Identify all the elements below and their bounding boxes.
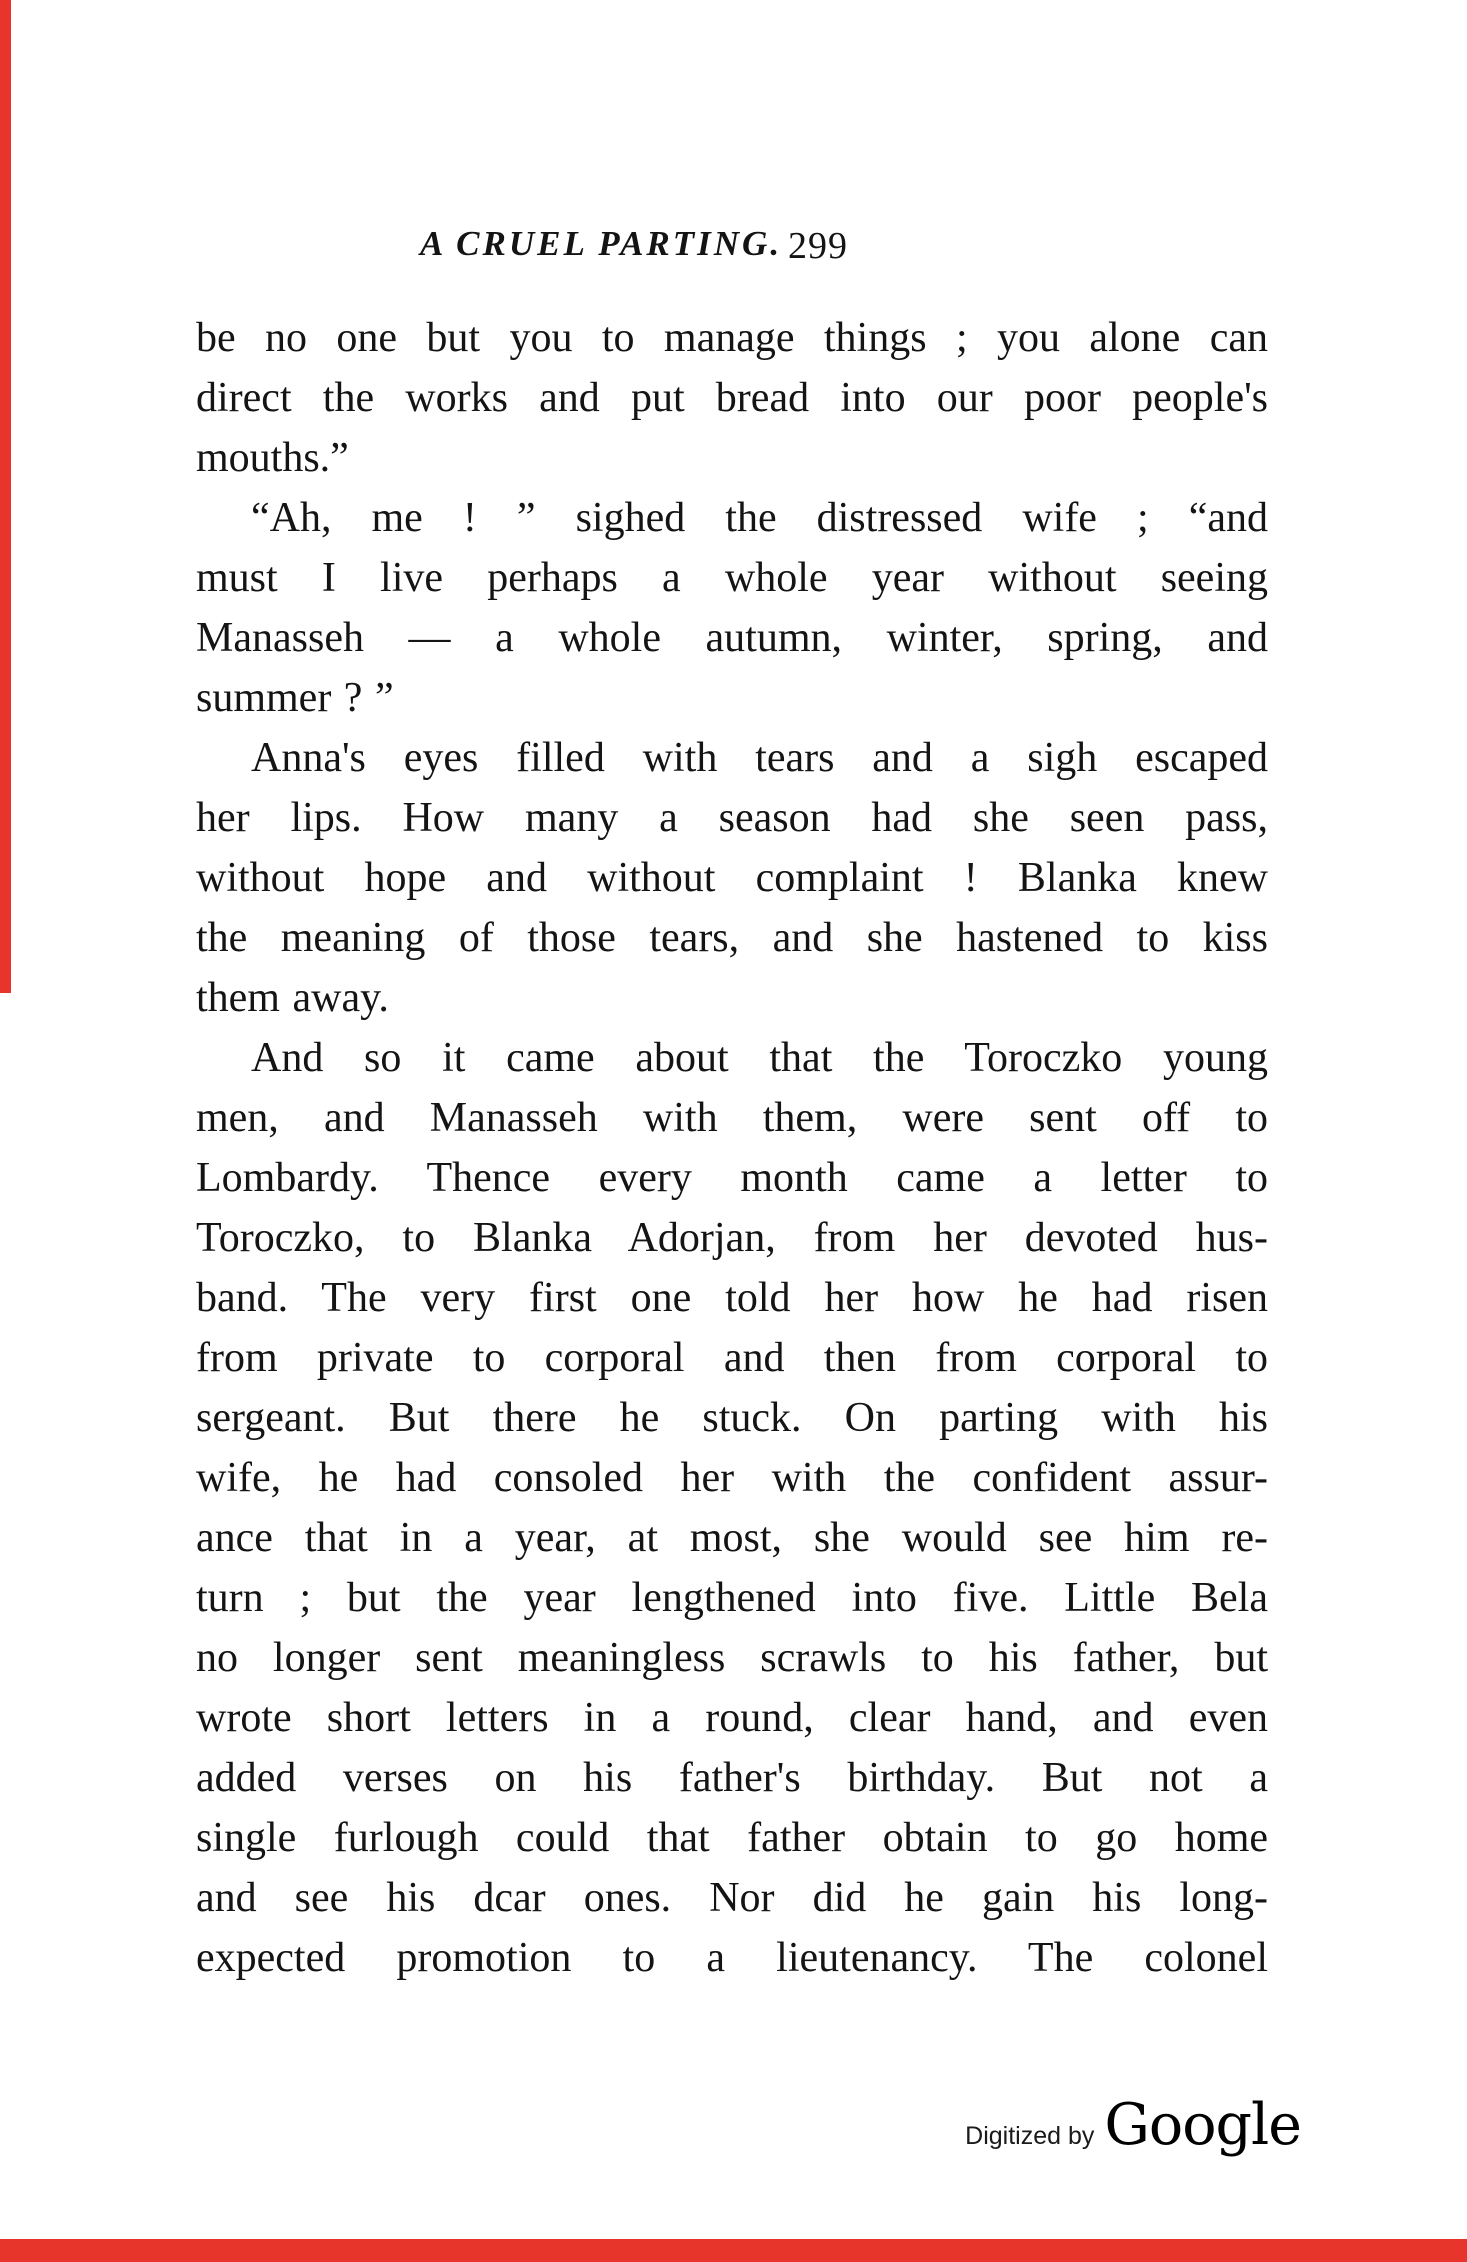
- text-line: no longer sent meaningless scrawls to his father, but: [196, 1635, 1268, 1681]
- digitizer-footer: [965, 2092, 1301, 2158]
- text-line: turn ; but the year lengthened into five. Little Bela: [196, 1575, 1268, 1621]
- text-line: summer ? ”: [196, 675, 394, 721]
- text-line: them away.: [196, 975, 389, 1021]
- scan-edge-left-red-strip: [0, 0, 11, 993]
- text-line: wife, he had consoled her with the confident assur-: [196, 1455, 1268, 1501]
- text-line: Lombardy. Thence every month came a letter to: [196, 1155, 1268, 1201]
- text-line: sergeant. But there he stuck. On parting with his: [196, 1395, 1268, 1441]
- text-line: without hope and without complaint ! Blanka knew: [196, 855, 1268, 901]
- text-line: wrote short letters in a round, clear hand, and even: [196, 1695, 1268, 1741]
- chapter-title: A CRUEL PARTING.: [420, 224, 783, 263]
- text-line: expected promotion to a lieutenancy. The colonel: [196, 1935, 1268, 1981]
- page-number: 299: [788, 225, 848, 267]
- google-logo: Google: [1104, 2092, 1301, 2158]
- text-line: her lips. How many a season had she seen pass,: [196, 795, 1268, 841]
- text-line: And so it came about that the Toroczko young: [251, 1035, 1268, 1081]
- text-line: Toroczko, to Blanka Adorjan, from her devoted hus-: [196, 1215, 1268, 1261]
- text-line: men, and Manasseh with them, were sent off to: [196, 1095, 1268, 1141]
- text-line: and see his dcar ones. Nor did he gain his long-: [196, 1875, 1268, 1921]
- text-line: be no one but you to manage things ; you alone can: [196, 315, 1268, 361]
- text-line: band. The very first one told her how he had risen: [196, 1275, 1268, 1321]
- text-line: Anna's eyes filled with tears and a sigh escaped: [251, 735, 1268, 781]
- text-line: direct the works and put bread into our poor people's: [196, 375, 1268, 421]
- digitized-by-label: Digitized by: [965, 2122, 1095, 2150]
- text-line: must I live perhaps a whole year without seeing: [196, 555, 1268, 601]
- text-line: single furlough could that father obtain to go home: [196, 1815, 1268, 1861]
- text-line: added verses on his father's birthday. But not a: [196, 1755, 1268, 1801]
- text-line: mouths.”: [196, 435, 349, 481]
- text-line: Manasseh — a whole autumn, winter, spring, and: [196, 615, 1268, 661]
- scan-edge-bottom-red-strip: [0, 2239, 1467, 2262]
- text-line: ance that in a year, at most, she would see him re-: [196, 1515, 1268, 1561]
- body-text: [196, 308, 1268, 1988]
- text-line: “Ah, me ! ” sighed the distressed wife ; “and: [251, 495, 1268, 541]
- text-line: from private to corporal and then from corporal to: [196, 1335, 1268, 1381]
- running-head: [0, 224, 1467, 268]
- text-line: the meaning of those tears, and she hastened to kiss: [196, 915, 1268, 961]
